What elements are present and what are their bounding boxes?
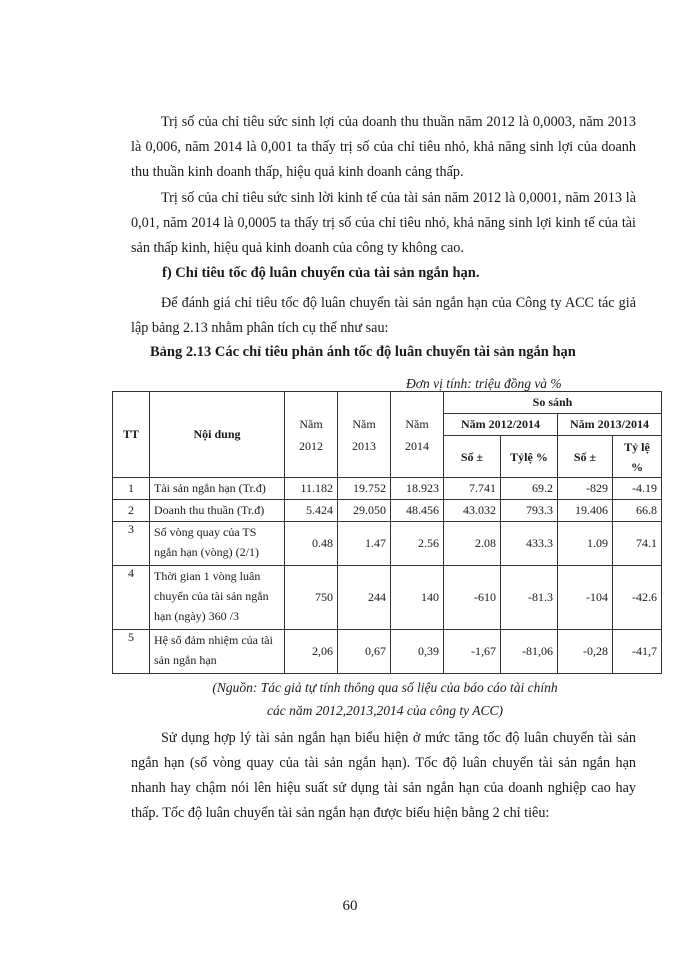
- header-abs-2: Số ±: [558, 436, 613, 478]
- table-row: [113, 478, 662, 500]
- header-pct-2: Tỷ lệ %: [613, 436, 662, 478]
- cell-pct-2: -4.19: [613, 478, 662, 500]
- header-period-2013-2014: Năm 2013/2014: [558, 414, 662, 436]
- cell-abs-2: 19.406: [558, 500, 613, 522]
- cell-abs-2: -104: [558, 566, 613, 630]
- cell-2012: 750: [285, 566, 338, 630]
- cell-2014: 18.923: [391, 478, 444, 500]
- cell-content: Tài sản ngắn hạn (Tr.đ): [150, 478, 285, 500]
- cell-pct-1: 793.3: [501, 500, 558, 522]
- cell-2013: 19.752: [338, 478, 391, 500]
- cell-abs-2: 1.09: [558, 522, 613, 566]
- cell-abs-1: 2.08: [444, 522, 501, 566]
- cell-2012: 2,06: [285, 630, 338, 674]
- table-source-line1: (Nguồn: Tác giả tự tính thông qua số liệu của báo cáo tài chính: [212, 680, 558, 695]
- cell-abs-2: -0,28: [558, 630, 613, 674]
- cell-2012: 5.424: [285, 500, 338, 522]
- cell-tt: 4: [113, 566, 150, 630]
- cell-abs-1: -1,67: [444, 630, 501, 674]
- cell-content: Hệ số đảm nhiệm của tài sản ngắn hạn: [150, 630, 285, 674]
- cell-pct-1: -81.3: [501, 566, 558, 630]
- header-2014: Năm 2014: [391, 392, 444, 478]
- header-content: Nội dung: [150, 392, 285, 478]
- cell-2014: 0,39: [391, 630, 444, 674]
- header-2012: Năm 2012: [285, 392, 338, 478]
- table-source-line2: các năm 2012,2013,2014 của công ty ACC): [267, 703, 503, 718]
- cell-2013: 244: [338, 566, 391, 630]
- table-row: [113, 500, 662, 522]
- table-unit: Đơn vị tính: triệu đồng và %: [406, 376, 562, 391]
- cell-pct-1: -81,06: [501, 630, 558, 674]
- paragraph-profit-assets: Trị số của chỉ tiêu sức sinh lời kinh tế của tài sản năm 2012 là 0,0001, năm 2013 là 0,01, năm 2014 là 0,0005 ta thấy trị số của chỉ tiêu nhỏ, khả năng sinh lợi kinh tế của tài sản thấp kinh, hiệu quả kinh doanh của công ty không cao.: [131, 190, 636, 256]
- header-tt: TT: [113, 392, 150, 478]
- table-title: Bảng 2.13 Các chỉ tiêu phản ánh tốc độ luân chuyển tài sản ngắn hạn: [150, 344, 576, 360]
- cell-tt: 5: [113, 630, 150, 674]
- header-period-2012-2014: Năm 2012/2014: [444, 414, 558, 436]
- cell-content: Doanh thu thuần (Tr.đ): [150, 500, 285, 522]
- page-number: 60: [342, 898, 358, 914]
- cell-pct-1: 69.2: [501, 478, 558, 500]
- cell-pct-1: 433.3: [501, 522, 558, 566]
- cell-pct-2: -42.6: [613, 566, 662, 630]
- header-compare: So sánh: [444, 392, 662, 414]
- section-heading-f: f) Chỉ tiêu tốc độ luân chuyển của tài sản ngắn hạn.: [162, 265, 480, 281]
- paragraph-table-intro: Để đánh giá chỉ tiêu tốc độ luân chuyển tài sản ngắn hạn của Công ty ACC tác giả lập bảng 2.13 nhằm phân tích cụ thể như sau:: [131, 295, 636, 336]
- cell-2012: 0.48: [285, 522, 338, 566]
- table-row: [113, 566, 662, 630]
- cell-2013: 29.050: [338, 500, 391, 522]
- cell-pct-2: -41,7: [613, 630, 662, 674]
- cell-pct-2: 66.8: [613, 500, 662, 522]
- cell-content: Thời gian 1 vòng luân chuyển của tài sản ngắn hạn (ngày) 360 /3: [150, 566, 285, 630]
- cell-2014: 140: [391, 566, 444, 630]
- cell-2014: 48.456: [391, 500, 444, 522]
- table-row: [113, 630, 662, 674]
- turnover-table: [112, 391, 662, 674]
- cell-2012: 11.182: [285, 478, 338, 500]
- header-abs-1: Số ±: [444, 436, 501, 478]
- cell-abs-1: 7.741: [444, 478, 501, 500]
- cell-content: Số vòng quay của TS ngắn hạn (vòng) (2/1): [150, 522, 285, 566]
- table-row: [113, 522, 662, 566]
- header-pct-1: Tỷlệ %: [501, 436, 558, 478]
- cell-tt: 1: [113, 478, 150, 500]
- paragraph-turnover-explanation: Sử dụng hợp lý tài sản ngắn hạn biểu hiện ở mức tăng tốc độ luân chuyển tài sản ngắn hạn (số vòng quay của tài sản ngắn hạn). Tốc độ luân chuyển tài sản ngắn hạn nhanh hay chậm nói lên hiệu suất sử dụng tài sản ngắn hạn của doanh nghiệp cao hay thấp. Tốc độ luân chuyển tài sản ngắn hạn được biểu hiện bằng 2 chỉ tiêu:: [131, 730, 636, 821]
- cell-2014: 2.56: [391, 522, 444, 566]
- cell-abs-1: -610: [444, 566, 501, 630]
- header-2013: Năm 2013: [338, 392, 391, 478]
- cell-tt: 3: [113, 522, 150, 566]
- cell-abs-1: 43.032: [444, 500, 501, 522]
- cell-abs-2: -829: [558, 478, 613, 500]
- cell-2013: 0,67: [338, 630, 391, 674]
- cell-tt: 2: [113, 500, 150, 522]
- cell-pct-2: 74.1: [613, 522, 662, 566]
- cell-2013: 1.47: [338, 522, 391, 566]
- paragraph-profit-revenue: Trị số của chỉ tiêu sức sinh lợi của doanh thu thuần năm 2012 là 0,0003, năm 2013 là 0,006, năm 2014 là 0,001 ta thấy trị số của chỉ tiêu nhỏ, khả năng sinh lợi của doanh thu thuần kinh doanh thấp, hiệu quả kinh doanh cảng thấp.: [131, 114, 636, 180]
